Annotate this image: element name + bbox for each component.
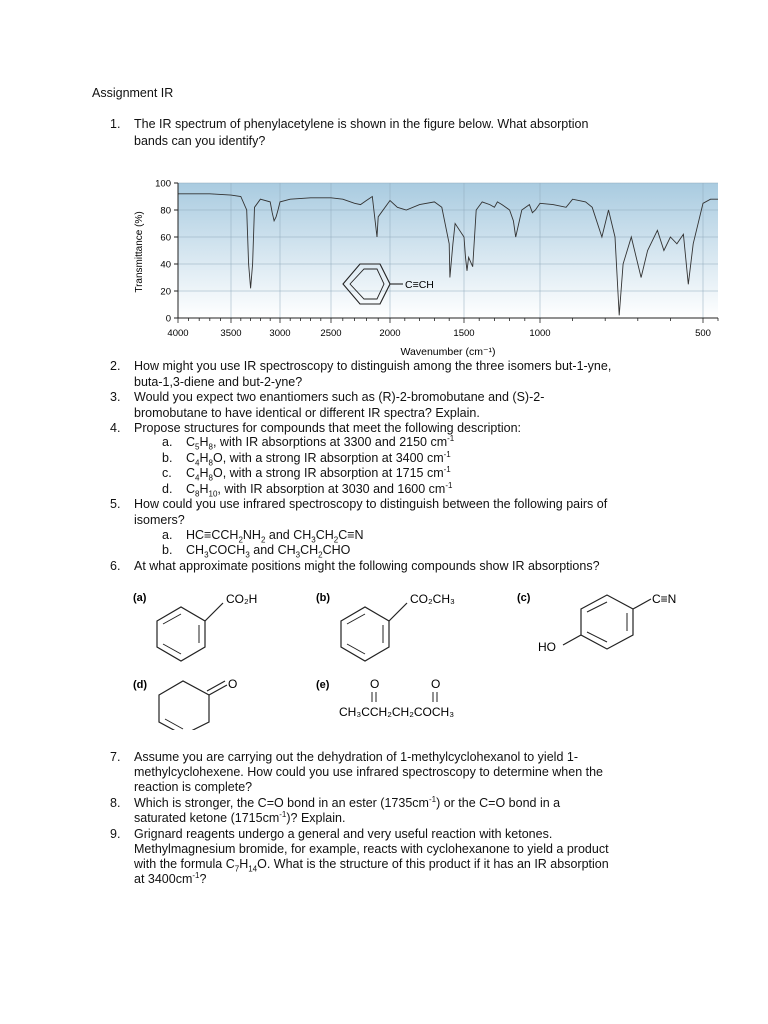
x-tick-label: 3000 [269,328,291,339]
q5-item-a: a. $HC\equiv CCH_2NH_2$ and $CH_3CH_2C\equiv N$ [162,528,364,545]
q5-item-b: b. $CH_3COCH_3$ and $CH_3CH_2CHO$ [162,543,351,560]
structure-c-label: (c) [517,592,531,604]
question-8-number: 8. [110,796,121,810]
question-3-line-1: Would you expect two enantiomers such as (R)-2-bromobutane and (S)-2- [134,390,545,404]
question-7-number: 7. [110,750,121,764]
structure-b-methyl-benzoate [341,592,455,661]
ketone-oxygen: O [228,677,238,691]
question-8-line-2: saturated ketone $(1715cm^{-1})$? Explain. [134,809,346,825]
question-1-number: 1. [110,117,121,131]
carbonyl-oxygen-2: O [431,677,441,691]
structure-b-label: (b) [316,592,331,604]
x-tick-label: 4000 [167,328,189,339]
question-5-line-2: isomers? [134,513,185,527]
y-tick-label: 0 [165,313,171,325]
ester-group: CO₂CH₃ [410,592,455,606]
x-tick-label: 1000 [529,328,551,339]
question-9-line-3: with the formula $C_7H_{14}O$. What is the structure of this product if it has an IR absorption [134,857,609,874]
x-tick-label: 2500 [320,328,342,339]
q4-item-d: d. $C_8H_{10}$, with IR absorption at 3030 and 1600 $cm^{-1}$ [162,480,453,499]
structure-d-cyclohexenone [159,677,237,730]
question-8-line-1: Which is stronger, the C=O bond in an ester $(1735cm^{-1})$ or the C=O bond in a [134,794,561,810]
nitrile-group: C≡N [652,592,677,606]
question-7-line-2: methylcyclohexene. How could you use infrared spectroscopy to determine when the [134,765,604,779]
y-ticks [155,179,178,325]
structure-e-keto-ester [339,677,454,719]
y-tick-label: 60 [160,232,171,244]
question-7-line-3: reaction is complete? [134,780,253,794]
structure-c-hydroxybenzonitrile [538,592,676,654]
question-1-line-1: The IR spectrum of phenylacetylene is shown in the figure below. What absorption [134,117,589,131]
structure-d-label: (d) [133,679,148,691]
x-tick-label: 1500 [453,328,475,339]
assignment-title: Assignment IR [92,86,174,100]
structure-a-label: (a) [133,592,147,604]
question-3-number: 3. [110,390,121,404]
hydroxyl-group: HO [538,640,556,654]
question-9-line-2: Methylmagnesium bromide, for example, reacts with cyclohexanone to yield a product [134,842,609,856]
question-2-line-1: How might you use IR spectroscopy to distinguish among the three isomers but-1-yne, [134,359,612,373]
carboxyl-group: CO₂H [226,592,258,606]
y-axis-label: Transmittance (%) [134,211,145,293]
ir-spectrum-chart [128,172,728,364]
x-tick-label: 3500 [220,328,242,339]
y-tick-label: 40 [160,259,171,271]
x-axis-label: Wavenumber (cm⁻¹) [400,346,496,358]
question-6-text: At what approximate positions might the following compounds show IR absorptions? [134,559,600,573]
q4-item-b: b. $C_4H_8O$, with a strong IR absorption at 3400 $cm^{-1}$ [162,449,451,468]
plot-background [178,183,718,318]
question-5-number: 5. [110,497,121,511]
q4-item-c: c. $C_4H_8O$, with a strong IR absorption at 1715 $cm^{-1}$ [162,464,451,483]
question-2-number: 2. [110,359,121,373]
question-4-number: 4. [110,421,121,435]
question-3-line-2: bromobutane to have identical or different IR spectra? Explain. [134,405,480,420]
q4-item-a: a. $C_5H_8$, with IR absorptions at 3300 and 2150 $cm^{-1}$ [162,433,455,452]
question-6-number: 6. [110,559,121,573]
question-7-line-1: Assume you are carrying out the dehydration of 1-methylcyclohexanol to yield 1- [134,750,578,764]
question-9-line-4: at $3400cm^{-1}$? [134,870,207,886]
question-5-line-1: How could you use infrared spectroscopy to distinguish between the following pairs of [134,497,608,511]
q6-structures [125,585,725,730]
structure-a-benzoic-acid [157,592,257,661]
y-tick-label: 80 [160,205,171,217]
question-9-line-1: Grignard reagents undergo a general and very useful reaction with ketones. [134,827,553,841]
carbonyl-oxygen-1: O [370,677,380,691]
x-tick-label: 500 [695,328,711,339]
question-4-line-1: Propose structures for compounds that meet the following description: [134,421,522,435]
question-2-line-2: buta-1,3-diene and but-2-yne? [134,374,303,389]
x-ticks [167,318,718,339]
question-9-number: 9. [110,827,121,841]
x-tick-label: 2000 [379,328,401,339]
y-tick-label: 20 [160,286,171,298]
alkyne-label: C≡CH [405,279,434,291]
keto-ester-formula: CH₃CCH₂CH₂COCH₃ [339,705,455,719]
question-1-line-2: bands can you identify? [134,134,266,148]
y-tick-label: 100 [155,178,171,190]
structure-e-label: (e) [316,679,330,691]
